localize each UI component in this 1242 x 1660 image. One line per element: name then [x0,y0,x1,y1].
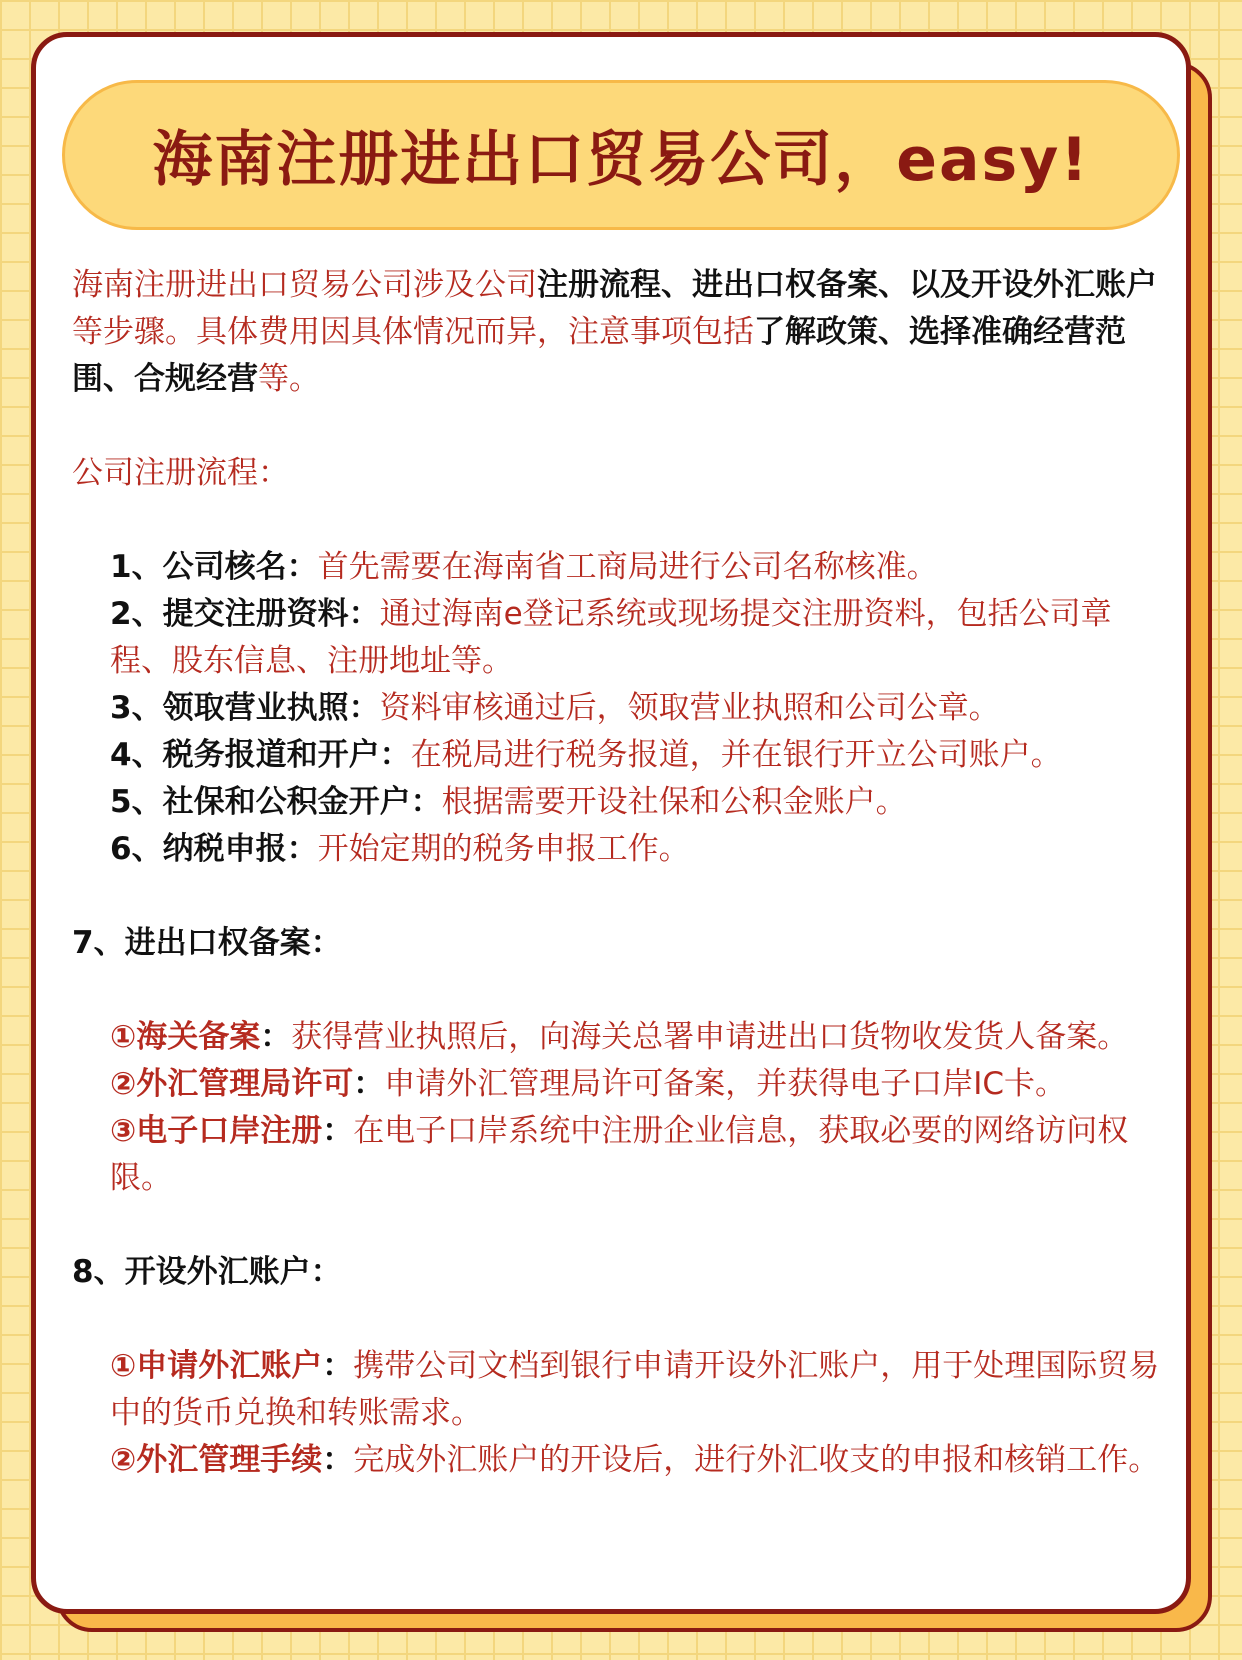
intro-bold-1: 注册流程、进出口权备案、以及开设外汇账户 [537,267,1157,303]
step-text: 首先需要在海南省工商局进行公司名称核准。 [317,549,938,585]
step-text: 资料审核通过后，领取营业执照和公司公章。 [379,690,1000,726]
sub-item-text: 获得营业执照后，向海关总署申请进出口货物收发货人备案。 [291,1019,1129,1055]
step-label: 1、公司核名： [110,549,318,585]
sub-item-text: 在电子口岸系统中注册企业信息，获取必要的网络访问权限。 [110,1113,1129,1196]
sub-item-label: ①海关备案 [110,1019,261,1055]
intro-text-1: 海南注册进出口贸易公司涉及公司 [72,267,537,303]
step-text: 开始定期的税务申报工作。 [317,831,690,867]
sub-item-colon: ： [322,1442,354,1478]
sub-item-label: ①申请外汇账户 [110,1348,323,1384]
sub-item [72,1108,1172,1202]
step-label: 2、提交注册资料： [110,596,380,632]
sub-item-colon: ： [322,1348,354,1384]
registration-heading: 公司注册流程： [72,455,289,491]
step-label: 4、税务报道和开户： [110,737,411,773]
sub-item-colon: ： [353,1066,385,1102]
sub-item-text: 完成外汇账户的开设后，进行外汇收支的申报和核销工作。 [353,1442,1160,1478]
sub-item [72,1437,1172,1484]
page-title: 海南注册进出口贸易公司，easy! [152,125,1090,195]
sub-item-label: ③电子口岸注册 [110,1113,323,1149]
step-label: 6、纳税申报： [110,831,318,867]
sub-item-text: 申请外汇管理局许可备案，并获得电子口岸IC卡。 [384,1066,1067,1102]
forex-heading: 8、开设外汇账户： [72,1254,342,1290]
step-item [72,591,1172,685]
article-body [72,262,1172,1484]
sub-item-label: ②外汇管理局许可 [110,1066,354,1102]
intro-paragraph [72,262,1172,403]
step-text: 在税局进行税务报道，并在银行开立公司账户。 [410,737,1062,773]
step-label: 3、领取营业执照： [110,690,380,726]
intro-text-2: 等步骤。具体费用因具体情况而异，注意事项包括 [72,314,754,350]
import-export-heading: 7、进出口权备案： [72,925,342,961]
sub-item-colon: ： [322,1113,354,1149]
sub-item [72,1061,1172,1108]
step-item [72,826,1172,873]
step-label: 5、社保和公积金开户： [110,784,442,820]
sub-item [72,1343,1172,1437]
sub-item-colon: ： [260,1019,292,1055]
sub-item-text: 携带公司文档到银行申请开设外汇账户，用于处理国际贸易中的货币兑换和转账需求。 [110,1348,1160,1431]
sub-item [72,1014,1172,1061]
step-item [72,779,1172,826]
step-item [72,685,1172,732]
step-text: 通过海南e登记系统或现场提交注册资料，包括公司章程、股东信息、注册地址等。 [110,596,1112,679]
step-item [72,544,1172,591]
title-banner [62,80,1180,230]
step-item [72,732,1172,779]
sub-item-label: ②外汇管理手续 [110,1442,323,1478]
intro-bold-2: 了解政策、选择准确经营范围、合规经营 [72,314,1126,397]
step-text: 根据需要开设社保和公积金账户。 [441,784,907,820]
intro-text-3: 等。 [258,361,320,397]
